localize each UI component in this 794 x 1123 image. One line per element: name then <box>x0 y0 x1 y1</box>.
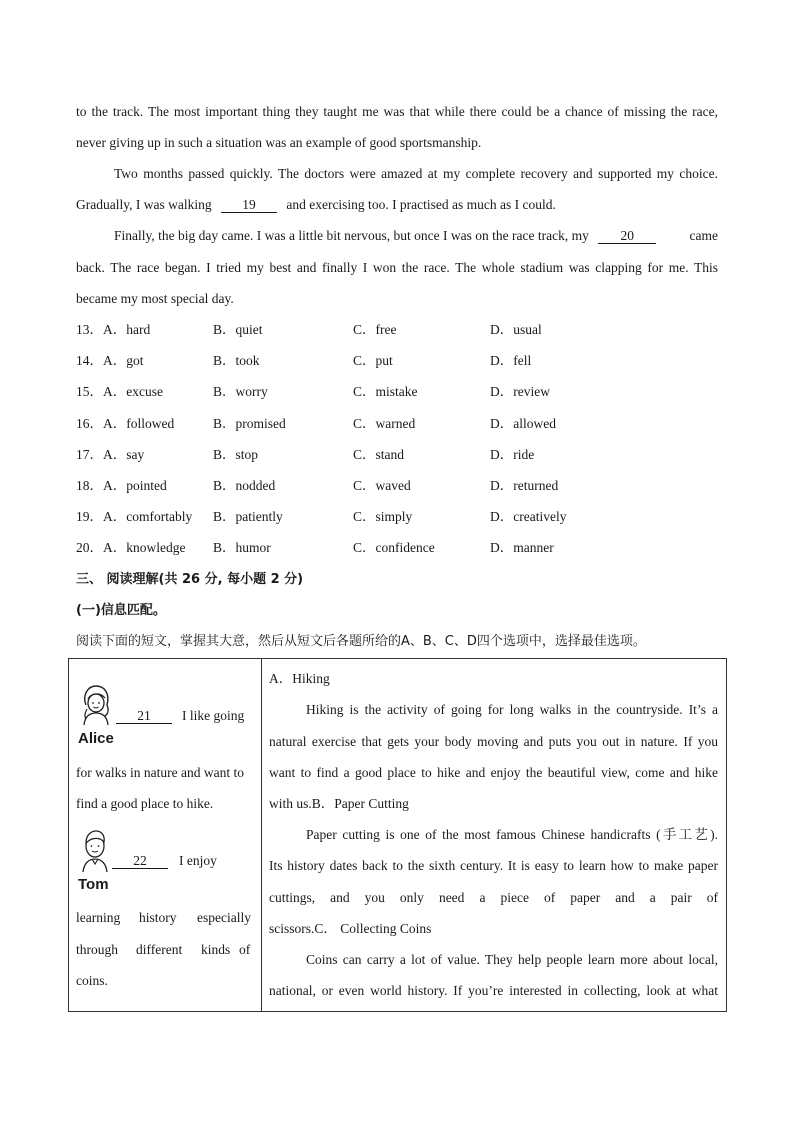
passage-line: to the track. The most important thing they taught me was that while there could be a chance of missing the race, <box>76 104 718 119</box>
passage-line: back. The race began. I tried my best and finally I won the race. The whole stadium was clapping for me. This <box>76 260 718 275</box>
option-a: 14．A．got <box>76 353 144 368</box>
passage-line: never giving up in such a situation was an example of good sportsmanship. <box>76 135 482 150</box>
option-d: D．fell <box>490 353 532 368</box>
option-a: 15．A．excuse <box>76 384 163 399</box>
blank-20: 20 <box>598 228 656 244</box>
sub-heading: (一)信息匹配。 <box>76 603 166 618</box>
tom-icon <box>78 828 112 874</box>
tom-text: history <box>139 910 177 925</box>
paper-cutting-text: Paper cutting is one of the most famous Chinese handicrafts (手工艺). <box>306 827 718 842</box>
paper-cutting-text: Its history dates back to the sixth century. It is easy to learn how to make paper <box>269 858 718 873</box>
option-d: D．returned <box>490 478 559 493</box>
passage-line: became my most special day. <box>76 291 234 306</box>
alice-statement <box>116 708 172 724</box>
option-c: C．mistake <box>353 384 418 399</box>
option-b: B．nodded <box>213 478 276 493</box>
tom-name: Tom <box>78 876 109 893</box>
passage-line <box>114 228 718 244</box>
passage-line: Two months passed quickly. The doctors were amazed at my complete recovery and supported my choice. <box>114 166 718 181</box>
question-row <box>76 478 718 494</box>
passage-text: came <box>689 228 718 243</box>
option-c: C．warned <box>353 416 416 431</box>
hiking-text: natural exercise that gets your body moving and puts you out in nature. If you <box>269 734 718 749</box>
option-a: 19．A．comfortably <box>76 509 193 524</box>
question-row <box>76 384 718 400</box>
hiking-text: with us.B．Paper Cutting <box>269 796 409 811</box>
option-b: B．humor <box>213 540 271 555</box>
tom-text: of <box>239 942 251 957</box>
passage-line <box>76 197 718 213</box>
passage-text: Gradually, I was walking <box>76 197 212 212</box>
paper-cutting-text: cuttings, and you only need a piece of paper and a pair of <box>269 890 718 905</box>
blank-22: 22 <box>112 853 168 869</box>
option-a: 20．A．knowledge <box>76 540 186 555</box>
option-title-a: A．Hiking <box>269 671 330 686</box>
tom-statement <box>112 853 168 869</box>
question-row <box>76 353 718 369</box>
tom-text: through <box>76 942 118 957</box>
tom-text: especially <box>197 910 251 925</box>
coins-text: national, or even world history. If you’re interested in collecting, look at what <box>269 983 718 998</box>
option-c: C．simply <box>353 509 413 524</box>
alice-text: I like going <box>182 708 245 723</box>
question-row <box>76 540 718 556</box>
tom-text: kinds <box>201 942 231 957</box>
paper-cutting-text: scissors.C． Collecting Coins <box>269 921 432 936</box>
option-c: C．stand <box>353 447 405 462</box>
option-b: B．took <box>213 353 260 368</box>
option-d: D．manner <box>490 540 554 555</box>
blank-19: 19 <box>221 197 277 213</box>
option-d: D．review <box>490 384 550 399</box>
question-row <box>76 509 718 525</box>
option-d: D．allowed <box>490 416 556 431</box>
blank-21: 21 <box>116 708 172 724</box>
section-heading: 三、 阅读理解(共 26 分, 每小题 2 分) <box>76 572 304 587</box>
question-row <box>76 416 718 432</box>
tom-text: different <box>136 942 183 957</box>
alice-name: Alice <box>78 730 114 747</box>
hiking-text: Hiking is the activity of going for long walks in the countryside. It’s a <box>306 702 718 717</box>
option-c: C．waved <box>353 478 411 493</box>
option-c: C．put <box>353 353 393 368</box>
option-a: 16．A．followed <box>76 416 175 431</box>
tom-text: coins. <box>76 973 108 988</box>
option-a: 17．A．say <box>76 447 145 462</box>
option-a: 13．A．hard <box>76 322 151 337</box>
option-a: 18．A．pointed <box>76 478 167 493</box>
option-d: D．creatively <box>490 509 567 524</box>
option-d: D．usual <box>490 322 542 337</box>
alice-text: find a good place to hike. <box>76 796 214 811</box>
option-c: C．confidence <box>353 540 435 555</box>
question-row <box>76 447 718 463</box>
option-b: B．patiently <box>213 509 283 524</box>
passage-text: Finally, the big day came. I was a little bit nervous, but once I was on the race track, my <box>114 228 589 243</box>
tom-text: I enjoy <box>179 853 217 868</box>
question-row <box>76 322 718 338</box>
hiking-text: want to find a good place to hike and enjoy the beautiful view, come and hike <box>269 765 718 780</box>
option-b: B．quiet <box>213 322 263 337</box>
option-d: D．ride <box>490 447 535 462</box>
alice-icon <box>78 683 114 729</box>
option-b: B．promised <box>213 416 286 431</box>
table-divider <box>261 658 262 1012</box>
option-c: C．free <box>353 322 397 337</box>
alice-text: for walks in nature and want to <box>76 765 244 780</box>
passage-text: and exercising too. I practised as much as I could. <box>286 197 556 212</box>
instruction: 阅读下面的短文，掌握其大意，然后从短文后各题所给的A、B、C、D四个选项中，选择最佳选项。 <box>76 634 646 649</box>
tom-text: learning <box>76 910 121 925</box>
option-b: B．stop <box>213 447 259 462</box>
option-b: B．worry <box>213 384 268 399</box>
coins-text: Coins can carry a lot of value. They help people learn more about local, <box>306 952 718 967</box>
